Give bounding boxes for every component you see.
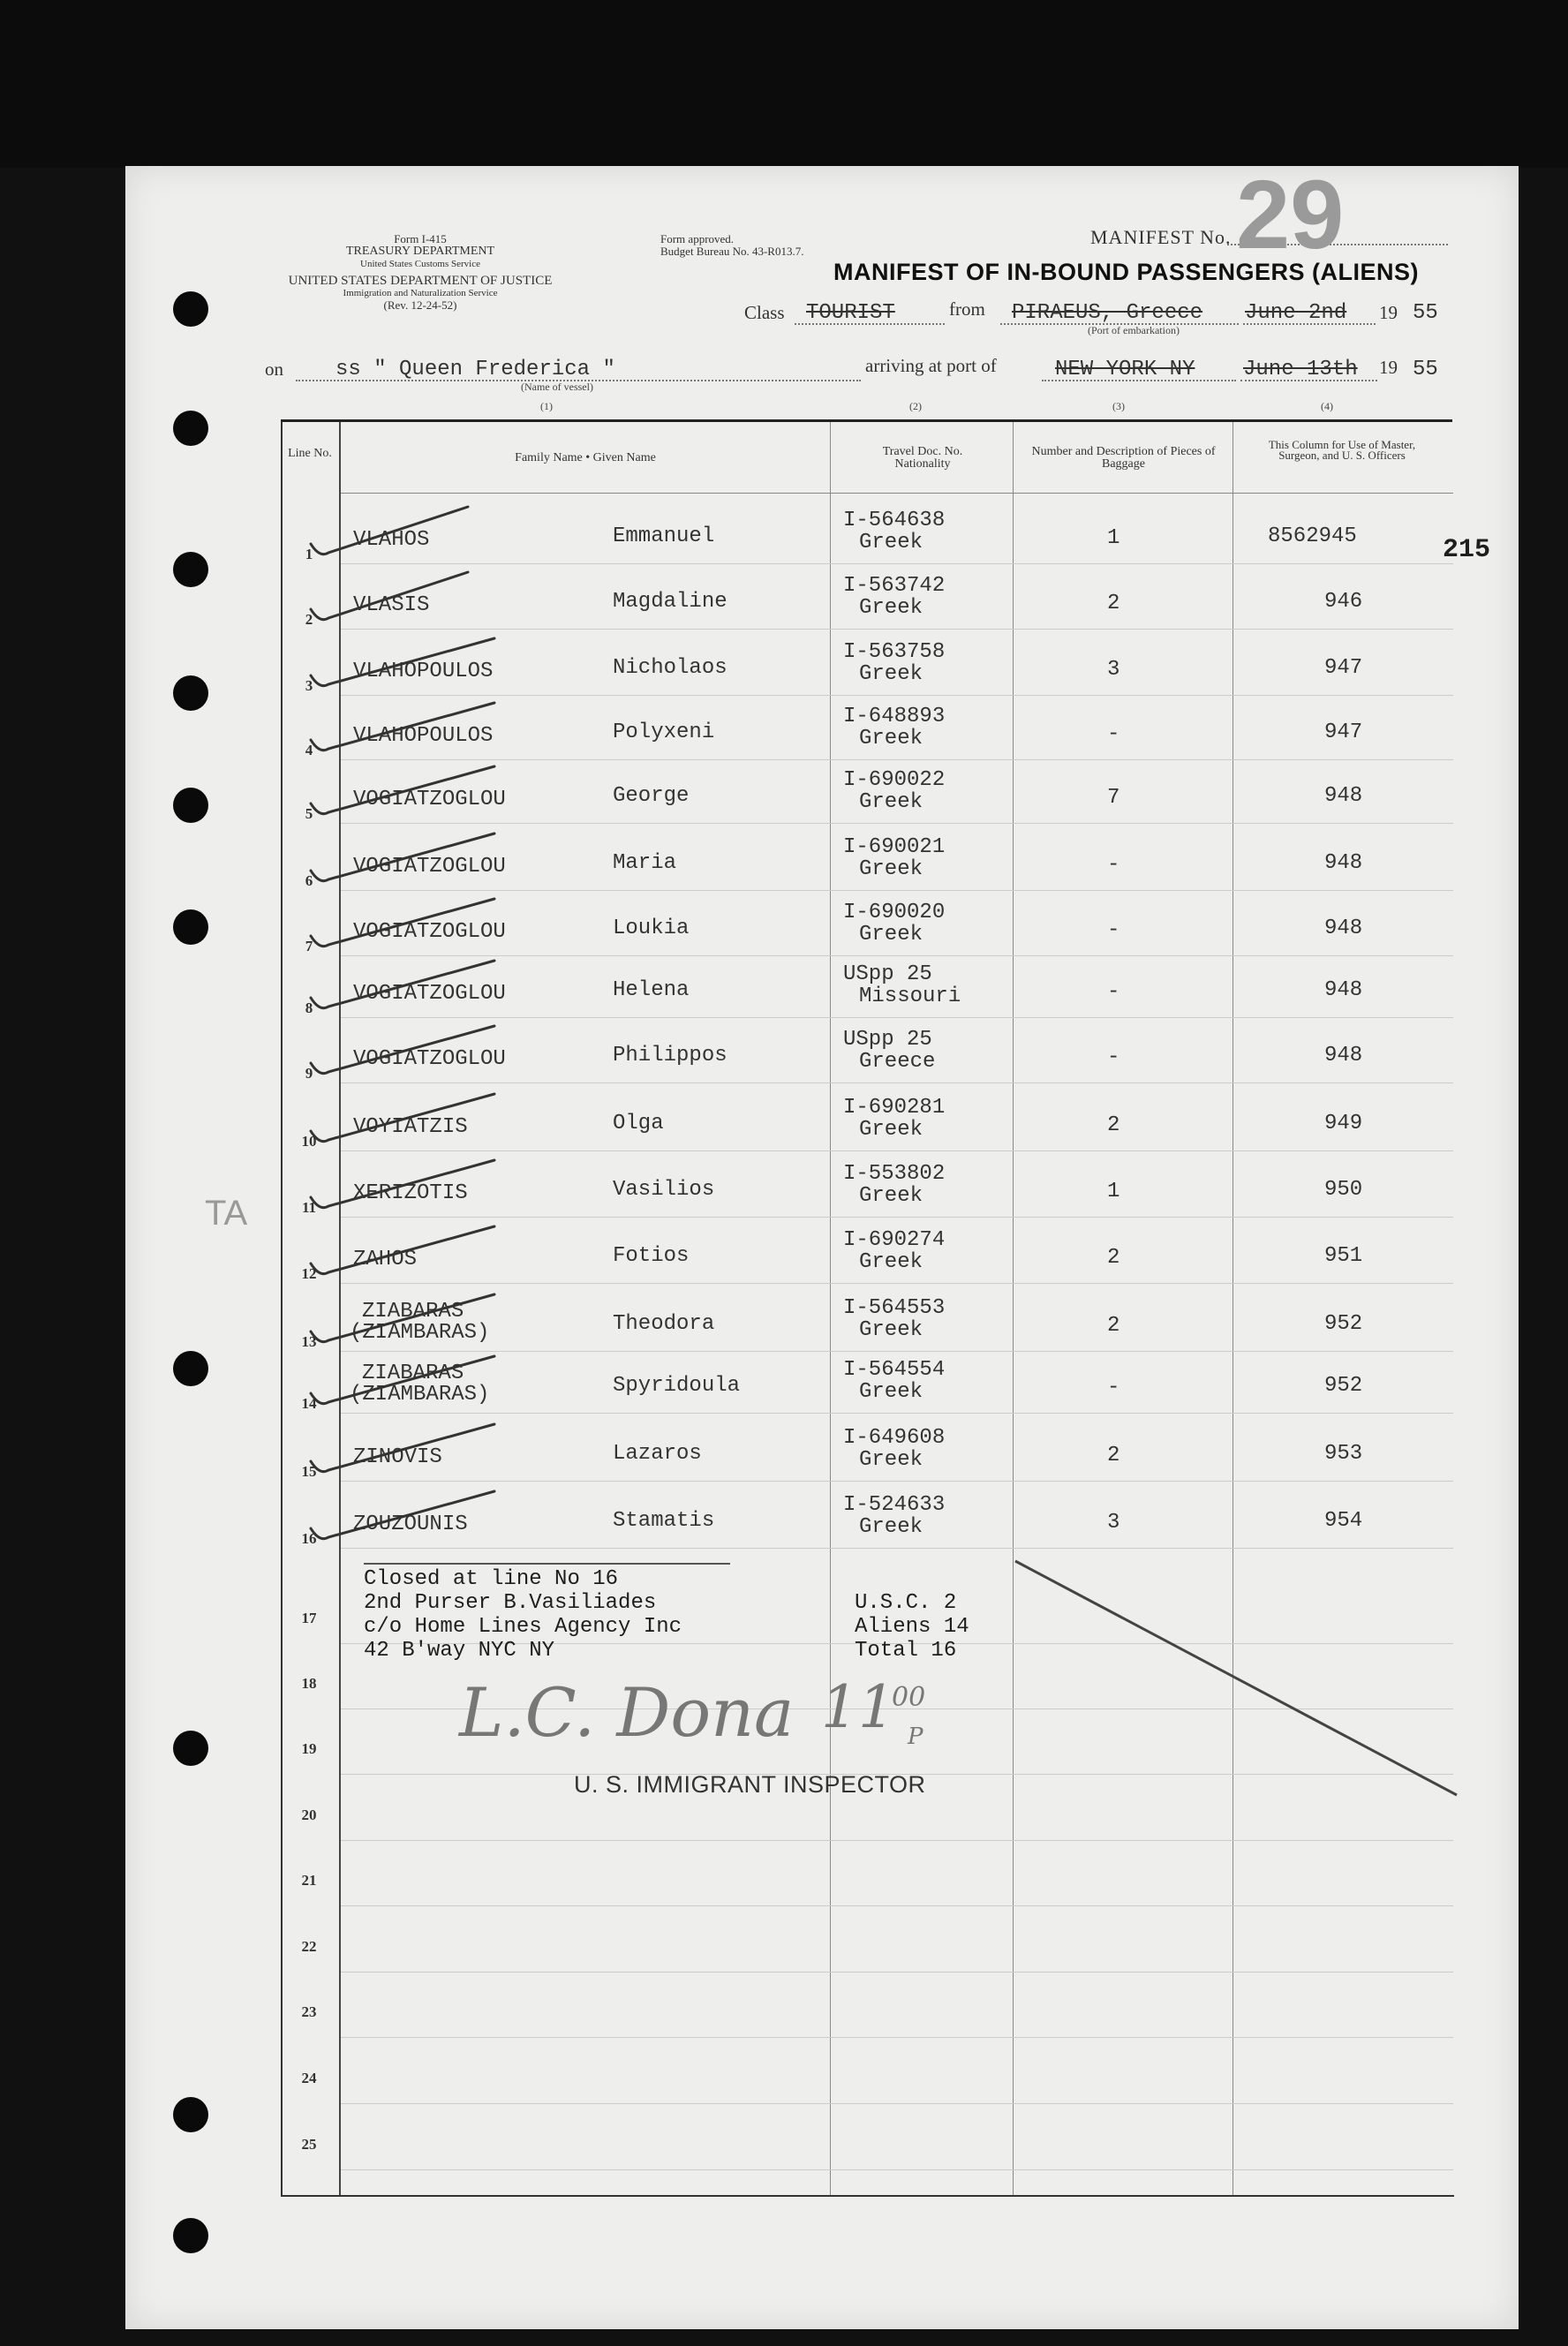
officer-entry: 950: [1324, 1178, 1363, 1202]
form-number: Form I-415: [394, 232, 447, 245]
officer-entry: 949: [1324, 1112, 1363, 1135]
signature-time-sup: 00: [892, 1682, 926, 1713]
check-mark: [311, 1094, 494, 1142]
check-mark: [311, 1294, 494, 1342]
justice-dept: UNITED STATES DEPARTMENT OF JUSTICE: [288, 274, 553, 288]
baggage-pieces: -: [1107, 722, 1120, 746]
line-number: 2: [305, 611, 313, 628]
family-name: ZOUZOUNIS: [353, 1512, 468, 1536]
on-label: on: [265, 358, 283, 380]
line-number: 4: [305, 742, 313, 758]
travel-doc-no: I-690022: [843, 768, 946, 792]
family-name: VOGIATZOGLOU: [353, 920, 506, 944]
check-mark: [311, 1356, 494, 1404]
travel-doc-no: I-564553: [843, 1296, 946, 1320]
travel-doc-no: I-690021: [843, 835, 946, 859]
nationality: Greek: [859, 531, 923, 554]
given-name: Theodora: [613, 1312, 715, 1336]
nationality: Greek: [859, 596, 923, 620]
closed-at-line: Closed at line No 16: [364, 1567, 619, 1591]
check-mark: [311, 834, 494, 881]
nationality: Greek: [859, 1118, 923, 1142]
baggage-pieces: 3: [1107, 1511, 1120, 1535]
family-name: VLAHOS: [353, 528, 430, 552]
purser-name: 2nd Purser B.Vasiliades: [364, 1591, 657, 1615]
manifest-number: 29: [1236, 161, 1345, 269]
inspector-signature: L.C. Dona: [459, 1673, 795, 1752]
col-index-3: (3): [1112, 400, 1125, 412]
family-name-alt: (ZIAMBARAS): [350, 1321, 490, 1345]
check-mark: [311, 1424, 494, 1472]
baggage-pieces: 7: [1107, 786, 1120, 810]
baggage-pieces: -: [1107, 1376, 1120, 1399]
class-label: Class: [744, 302, 785, 323]
check-mark: [311, 899, 494, 947]
arrival-port: NEW YORK NY: [1055, 358, 1195, 381]
family-name: ZINOVIS: [353, 1445, 442, 1469]
travel-doc-no: I-563742: [843, 574, 946, 598]
travel-doc-no: USpp 25: [843, 962, 932, 986]
check-mark: [311, 703, 494, 751]
given-name: Fotios: [613, 1244, 690, 1268]
check-mark: [311, 572, 468, 620]
baggage-pieces: -: [1107, 980, 1120, 1004]
budget-bureau: Budget Bureau No. 43-R013.7.: [660, 245, 804, 258]
line-number: 16: [301, 1530, 317, 1547]
vessel-name: ss " Queen Frederica ": [335, 358, 615, 381]
officer-entry: 953: [1324, 1442, 1363, 1466]
officer-entry: 952: [1324, 1374, 1363, 1398]
arrive-year-prefix: 19: [1379, 357, 1398, 378]
officer-entry: 948: [1324, 1044, 1363, 1067]
baggage-pieces: 3: [1107, 658, 1120, 682]
given-name: Nicholaos: [613, 656, 727, 680]
given-name: Maria: [613, 851, 677, 875]
line-number: 22: [301, 1938, 317, 1955]
from-label: from: [949, 298, 985, 320]
embark-year: 55: [1413, 301, 1438, 325]
line-number: 6: [305, 872, 313, 889]
agency-name: c/o Home Lines Agency Inc: [364, 1615, 682, 1639]
line-number: 11: [301, 1199, 317, 1216]
nationality: Greek: [859, 662, 923, 686]
header-travel-doc: Travel Doc. No. Nationality: [882, 445, 963, 471]
family-name: VOGIATZOGLOU: [353, 855, 506, 879]
travel-doc-no: I-553802: [843, 1162, 946, 1186]
nationality: Greek: [859, 1380, 923, 1404]
col-index-2: (2): [909, 400, 922, 412]
arriving-label: arriving at port of: [865, 355, 997, 376]
manifest-title: MANIFEST OF IN-BOUND PASSENGERS (ALIENS): [833, 259, 1420, 285]
embark-sublabel: (Port of embarkation): [1088, 324, 1180, 336]
officer-entry: 947: [1324, 720, 1363, 744]
family-name: VLAHOPOULOS: [353, 724, 494, 748]
revision: (Rev. 12-24-52): [383, 298, 457, 312]
travel-doc-no: I-648893: [843, 705, 946, 728]
officer-entry: 952: [1324, 1312, 1363, 1336]
given-name: George: [613, 784, 690, 808]
family-name: VOGIATZOGLOU: [353, 1047, 506, 1071]
officer-entry: 946: [1324, 590, 1363, 614]
travel-doc-no: I-649608: [843, 1426, 946, 1450]
form-approved: Form approved.: [660, 232, 735, 245]
total-count: Total 16: [855, 1639, 957, 1663]
baggage-pieces: 2: [1107, 1246, 1120, 1270]
officer-entry: 947: [1324, 656, 1363, 680]
baggage-pieces: 2: [1107, 1444, 1120, 1467]
vessel-sublabel: (Name of vessel): [521, 381, 593, 393]
officer-entry: 948: [1324, 784, 1363, 808]
header-name: Family Name • Given Name: [515, 451, 656, 464]
line-number: 1: [305, 546, 313, 562]
family-name: VOYIATZIS: [353, 1115, 468, 1139]
baggage-pieces: -: [1107, 853, 1120, 877]
check-mark: [311, 507, 468, 554]
family-name: VOGIATZOGLOU: [353, 788, 506, 811]
travel-doc-no: I-564638: [843, 509, 946, 532]
nationality: Greek: [859, 923, 923, 947]
baggage-pieces: 2: [1107, 592, 1120, 615]
line-number: 12: [301, 1265, 317, 1282]
family-name: VOGIATZOGLOU: [353, 982, 506, 1006]
line-number: 18: [301, 1675, 317, 1692]
check-mark: [311, 1226, 494, 1274]
arrival-year: 55: [1413, 358, 1438, 381]
from-value: PIRAEUS, Greece: [1012, 301, 1203, 325]
nationality: Missouri: [859, 984, 961, 1008]
col-index-4: (4): [1321, 400, 1333, 412]
given-name: Lazaros: [613, 1442, 702, 1466]
given-name: Olga: [613, 1112, 664, 1135]
travel-doc-no: I-524633: [843, 1493, 946, 1517]
given-name: Emmanuel: [613, 524, 715, 548]
nationality: Greek: [859, 1250, 923, 1274]
line-number: 5: [305, 805, 313, 822]
manifest-no-label: MANIFEST No.: [1090, 226, 1232, 248]
given-name: Philippos: [613, 1044, 727, 1067]
check-mark: [311, 1491, 494, 1539]
side-page-number: 215: [1443, 535, 1491, 565]
line-number: 24: [301, 2070, 317, 2086]
line-number: 10: [301, 1133, 317, 1150]
line-number: 7: [305, 938, 313, 954]
usc-count: U.S.C. 2: [855, 1591, 957, 1615]
officer-entry: 954: [1324, 1509, 1363, 1533]
family-name: ZIABARAS: [362, 1362, 464, 1385]
travel-doc-no: I-564554: [843, 1358, 946, 1382]
line-number: 15: [301, 1463, 317, 1480]
given-name: Helena: [613, 978, 690, 1002]
nationality: Greek: [859, 857, 923, 881]
line-number: 17: [301, 1610, 317, 1626]
family-name-alt: (ZIAMBARAS): [350, 1383, 490, 1407]
ins-service: Immigration and Naturalization Service: [343, 288, 498, 298]
officer-entry: 8562945: [1268, 524, 1357, 548]
inspector-title: U. S. IMMIGRANT INSPECTOR: [574, 1771, 926, 1798]
line-number: 8: [305, 1000, 313, 1016]
family-name: VLASIS: [353, 593, 430, 617]
officer-entry: 948: [1324, 978, 1363, 1002]
line-number: 25: [301, 2136, 317, 2153]
travel-doc-no: I-690020: [843, 901, 946, 924]
baggage-pieces: -: [1107, 918, 1120, 942]
line-number: 9: [305, 1065, 313, 1082]
aliens-count: Aliens 14: [855, 1615, 969, 1639]
line-number: 3: [305, 677, 313, 694]
line-number: 14: [301, 1395, 317, 1412]
family-name: XERIZOTIS: [353, 1181, 468, 1205]
treasury-dept: TREASURY DEPARTMENT: [345, 245, 495, 258]
embark-date: June 2nd: [1245, 301, 1347, 325]
class-value: TOURIST: [806, 301, 895, 325]
officer-entry: 948: [1324, 917, 1363, 940]
given-name: Vasilios: [613, 1178, 715, 1202]
given-name: Spyridoula: [613, 1374, 741, 1398]
given-name: Magdaline: [613, 590, 727, 614]
given-name: Stamatis: [613, 1509, 715, 1533]
travel-doc-no: I-690274: [843, 1228, 946, 1252]
baggage-pieces: -: [1107, 1045, 1120, 1069]
family-name: VLAHOPOULOS: [353, 660, 494, 683]
travel-doc-no: USpp 25: [843, 1028, 932, 1052]
signature-time: 11: [821, 1673, 895, 1741]
given-name: Polyxeni: [613, 720, 715, 744]
nationality: Greek: [859, 1318, 923, 1342]
line-number: 13: [301, 1333, 317, 1350]
given-name: Loukia: [613, 917, 690, 940]
header-line-no: Line No.: [288, 447, 332, 460]
col-index-1: (1): [540, 400, 553, 412]
line-number: 21: [301, 1872, 317, 1889]
travel-doc-no: I-690281: [843, 1096, 946, 1120]
baggage-pieces: 2: [1107, 1314, 1120, 1338]
header-officers: This Column for Use of Master, Surgeon, and U. S. Officers: [1268, 438, 1416, 462]
agency-address: 42 B'way NYC NY: [364, 1639, 555, 1663]
closing-diagonal-line: [1015, 1561, 1457, 1795]
travel-doc-no: I-563758: [843, 640, 946, 664]
arrival-date: June 13th: [1243, 358, 1358, 381]
nationality: Greek: [859, 1448, 923, 1472]
check-mark: [311, 1026, 494, 1074]
embark-year-prefix: 19: [1379, 302, 1398, 323]
family-name: ZAHOS: [353, 1248, 418, 1271]
baggage-pieces: 1: [1107, 526, 1120, 550]
officer-entry: 948: [1324, 851, 1363, 875]
check-mark: [311, 638, 494, 686]
nationality: Greek: [859, 727, 923, 751]
check-mark: [311, 766, 494, 814]
check-mark: [311, 1160, 494, 1208]
baggage-pieces: 1: [1107, 1180, 1120, 1203]
check-mark: [311, 961, 494, 1008]
header-baggage: Number and Description of Pieces of Baggage: [1031, 445, 1216, 471]
nationality: Greek: [859, 790, 923, 814]
family-name: ZIABARAS: [362, 1300, 464, 1324]
nationality: Greek: [859, 1184, 923, 1208]
signature-time-sub: P: [908, 1724, 923, 1750]
customs-service: United States Customs Service: [360, 259, 480, 269]
nationality: Greece: [859, 1050, 936, 1074]
margin-note: TA: [205, 1194, 248, 1233]
nationality: Greek: [859, 1515, 923, 1539]
baggage-pieces: 2: [1107, 1113, 1120, 1137]
officer-entry: 951: [1324, 1244, 1363, 1268]
line-number: 20: [301, 1807, 317, 1823]
line-number: 19: [301, 1740, 317, 1757]
line-number: 23: [301, 2003, 317, 2020]
